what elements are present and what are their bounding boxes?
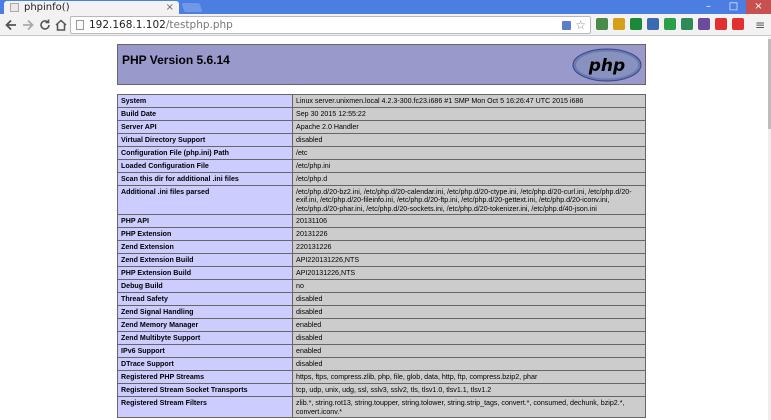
info-value: /etc/php.ini: [293, 160, 646, 173]
info-value: tcp, udp, unix, udg, ssl, sslv3, sslv2, tls, tlsv1.0, tlsv1.1, tlsv1.2: [293, 384, 646, 397]
extension-icon-8[interactable]: [715, 18, 727, 30]
info-value: disabled: [293, 358, 646, 371]
info-row: [118, 306, 646, 319]
home-button[interactable]: [54, 17, 68, 33]
info-row: [118, 319, 646, 332]
info-row: [118, 371, 646, 384]
info-value: 220131226: [293, 241, 646, 254]
info-value: zlib.*, string.rot13, string.toupper, string.tolower, string.strip_tags, convert.*, consumed, dechunk, bzip2.*, convert.iconv.*: [293, 397, 646, 418]
php-version-header: [117, 44, 646, 85]
info-value: /etc: [293, 147, 646, 160]
info-row: [118, 332, 646, 345]
php-logo[interactable]: [572, 48, 642, 82]
info-key: PHP Extension: [118, 228, 293, 241]
info-value: API220131226,NTS: [293, 254, 646, 267]
extension-icon-2[interactable]: [613, 18, 625, 30]
address-bar[interactable]: [70, 16, 591, 34]
url-path: /testphp.php: [165, 19, 233, 31]
info-row: [118, 280, 646, 293]
info-value: 20131226: [293, 228, 646, 241]
info-key: Zend Memory Manager: [118, 319, 293, 332]
info-value: no: [293, 280, 646, 293]
bookmark-star-icon[interactable]: ☆: [575, 18, 586, 32]
info-row: [118, 121, 646, 134]
page-content: [0, 37, 771, 420]
info-key: Registered Stream Socket Transports: [118, 384, 293, 397]
info-key: Configuration File (php.ini) Path: [118, 147, 293, 160]
info-key: Zend Signal Handling: [118, 306, 293, 319]
info-key: Virtual Directory Support: [118, 134, 293, 147]
info-value: Sep 30 2015 12:55:22: [293, 108, 646, 121]
url-text[interactable]: [89, 17, 233, 33]
info-value: disabled: [293, 293, 646, 306]
tab-title: phpinfo(): [24, 2, 70, 13]
info-row: [118, 215, 646, 228]
info-value: enabled: [293, 345, 646, 358]
extension-icon-1[interactable]: [596, 18, 608, 30]
info-key: Server API: [118, 121, 293, 134]
page-favicon-icon: [10, 3, 19, 12]
info-value: /etc/php.d/20-bz2.ini, /etc/php.d/20-calendar.ini, /etc/php.d/20-ctype.ini, /etc/php.d/20-curl.ini, /etc/php.d/20-exif.ini, /etc/php.d/20-fileinfo.ini, /etc/php.d/20-ftp.ini, /etc/php.d/20-gettext.ini, /etc/php.d/20-iconv.ini, /etc/php.d/20-phar.ini, /etc/php.d/20-sockets.ini, /etc/php.d/20-tokenizer.ini, /etc/php.d/40-json.ini: [293, 186, 646, 215]
info-value: disabled: [293, 306, 646, 319]
extension-icon-4[interactable]: [647, 18, 659, 30]
maximize-button[interactable]: □: [728, 1, 739, 12]
info-key: Zend Extension: [118, 241, 293, 254]
info-row: [118, 228, 646, 241]
info-key: Build Date: [118, 108, 293, 121]
info-row: [118, 173, 646, 186]
page-icon: [76, 20, 84, 30]
info-row: [118, 358, 646, 371]
info-row: [118, 147, 646, 160]
tab-close-icon[interactable]: ×: [165, 2, 174, 13]
info-key: System: [118, 95, 293, 108]
home-icon: [54, 17, 68, 33]
window-close-button[interactable]: ×: [746, 0, 771, 14]
extension-icon-9[interactable]: [732, 18, 744, 30]
info-value: 20131106: [293, 215, 646, 228]
info-key: PHP API: [118, 215, 293, 228]
info-value: Linux server.unixmen.local 4.2.3-300.fc23.i686 #1 SMP Mon Oct 5 16:26:47 UTC 2015 i686: [293, 95, 646, 108]
extension-icons: [596, 18, 744, 30]
info-value: https, ftps, compress.zlib, php, file, glob, data, http, ftp, compress.bzip2, phar: [293, 371, 646, 384]
info-row: [118, 108, 646, 121]
info-key: IPv6 Support: [118, 345, 293, 358]
info-value: API20131226,NTS: [293, 267, 646, 280]
extension-icon-3[interactable]: [630, 18, 642, 30]
info-row: [118, 95, 646, 108]
extension-icon-5[interactable]: [664, 18, 676, 30]
info-row: [118, 345, 646, 358]
info-row: [118, 134, 646, 147]
info-key: Thread Safety: [118, 293, 293, 306]
php-info-table: [117, 94, 646, 418]
info-value: disabled: [293, 134, 646, 147]
info-row: [118, 254, 646, 267]
info-row: [118, 384, 646, 397]
info-key: Zend Extension Build: [118, 254, 293, 267]
extension-icon-6[interactable]: [681, 18, 693, 30]
tab-phpinfo[interactable]: [4, 1, 179, 14]
forward-arrow-icon: [21, 17, 35, 33]
info-key: Zend Multibyte Support: [118, 332, 293, 345]
url-host: 192.168.1.102: [89, 19, 166, 31]
window-controls: [696, 0, 771, 14]
info-row: [118, 160, 646, 173]
extension-icon-7[interactable]: [698, 18, 710, 30]
info-value: disabled: [293, 332, 646, 345]
info-key: Loaded Configuration File: [118, 160, 293, 173]
info-key: Additional .ini files parsed: [118, 186, 293, 215]
back-arrow-icon: [4, 17, 18, 33]
info-row: [118, 186, 646, 215]
minimize-button[interactable]: –: [706, 1, 711, 12]
reload-icon: [38, 17, 52, 33]
info-value: enabled: [293, 319, 646, 332]
info-key: Scan this dir for additional .ini files: [118, 173, 293, 186]
info-key: DTrace Support: [118, 358, 293, 371]
info-row: [118, 397, 646, 418]
php-logo-text: php: [588, 56, 626, 76]
tab-strip: [0, 0, 771, 14]
info-row: [118, 267, 646, 280]
browser-toolbar: [0, 14, 771, 36]
info-value: Apache 2.0 Handler: [293, 121, 646, 134]
info-key: Registered PHP Streams: [118, 371, 293, 384]
back-button[interactable]: [4, 17, 18, 33]
info-key: Registered Stream Filters: [118, 397, 293, 418]
browser-menu-icon[interactable]: ≡: [754, 18, 765, 32]
info-row: [118, 293, 646, 306]
new-tab-button[interactable]: [181, 3, 202, 12]
rss-feed-icon[interactable]: [562, 21, 571, 30]
info-key: Debug Build: [118, 280, 293, 293]
info-row: [118, 241, 646, 254]
info-key: PHP Extension Build: [118, 267, 293, 280]
reload-button[interactable]: [38, 17, 52, 33]
php-version-title: PHP Version 5.6.14: [122, 53, 230, 67]
forward-button[interactable]: [21, 17, 35, 33]
info-value: /etc/php.d: [293, 173, 646, 186]
